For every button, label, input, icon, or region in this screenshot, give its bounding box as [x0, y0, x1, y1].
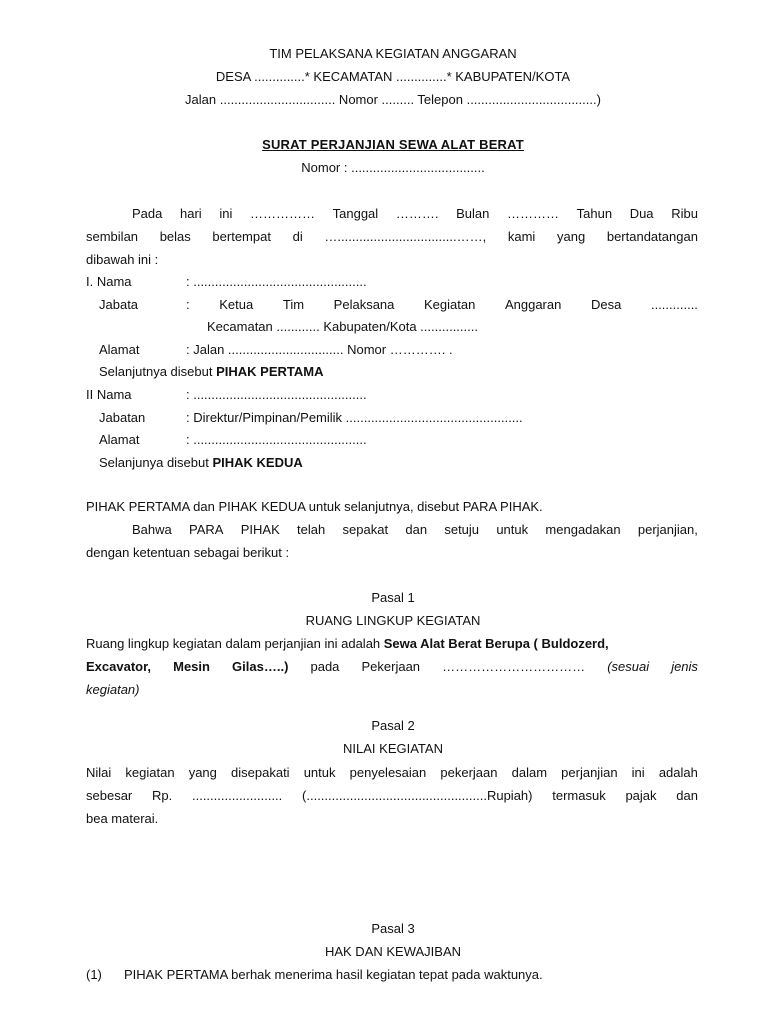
pihak1-jabatan-label: Jabata [99, 297, 139, 312]
pasal1-number: Pasal 1 [371, 590, 415, 605]
pasal2-line-1 [86, 765, 698, 781]
word: Rp. [152, 788, 173, 803]
word: Anggaran [504, 297, 562, 312]
pihak1-sebut [99, 364, 323, 380]
word: hari [180, 206, 202, 221]
pihak1-alamat-value: : Jalan ................................ Nomor …………. . [186, 342, 453, 357]
word: penyelesaian [349, 765, 427, 780]
pihak1-sebut-label: PIHAK PERTAMA [216, 364, 324, 379]
pasal3-title: HAK DAN KEWAJIBAN [324, 944, 462, 959]
document-number: Nomor : ..................................... [301, 160, 485, 175]
word: bertandatangan [606, 229, 698, 244]
word: Tim [282, 297, 305, 312]
word: Tahun [576, 206, 613, 221]
word: Desa [590, 297, 622, 312]
word: kami [507, 229, 536, 244]
pasal2-title: NILAI KEGIATAN [343, 741, 443, 756]
pihak2-sebut-prefix: Selanjunya disebut [99, 455, 213, 470]
pihak1-nama-label: I. Nama [86, 274, 132, 289]
pihak1-jabatan-line-1 [186, 297, 698, 313]
opening-line-1-words [132, 206, 698, 222]
word: ………… [506, 206, 559, 221]
para-pihak-line-1: PIHAK PERTAMA dan PIHAK KEDUA untuk selanjutnya, disebut PARA PIHAK. [86, 499, 543, 514]
word: dan [676, 788, 698, 803]
pihak2-alamat-value: : ................................................ [186, 432, 367, 447]
pihak2-jabatan-value: : Direktur/Pimpinan/Pemilik ................................................. [186, 410, 523, 425]
word: (sesuai [607, 659, 650, 674]
word: untuk [303, 765, 336, 780]
pasal1-line-2 [86, 659, 698, 675]
pihak1-jabatan-words [186, 297, 698, 313]
word: belas [159, 229, 191, 244]
word: kegiatan [125, 765, 175, 780]
word: Tanggal [332, 206, 379, 221]
word: sembilan [86, 229, 139, 244]
pasal2-line-3: bea materai. [86, 811, 159, 826]
pasal1-line-1-bold: Sewa Alat Berat Berupa ( Buldozerd, [383, 636, 609, 651]
word: (..................................................Rupiah) [302, 788, 533, 803]
word: adalah [658, 765, 698, 780]
pasal3-item-1-number: (1) [86, 967, 102, 982]
word: pajak [625, 788, 657, 803]
para-pihak-line-2 [132, 522, 698, 538]
word: : [186, 297, 190, 312]
opening-line-3: dibawah ini : [86, 252, 159, 267]
word: perjanjian, [637, 522, 698, 537]
word: di [292, 229, 303, 244]
word: pada [310, 659, 340, 674]
opening-line-1 [132, 206, 698, 222]
pihak2-nama-value: : ................................................ [186, 387, 367, 402]
pasal1-line-2-words [86, 659, 698, 675]
pasal1-line-1 [86, 636, 609, 652]
word: ….................................……, [324, 229, 487, 244]
word: Bahwa [132, 522, 172, 537]
word: disepakati [231, 765, 290, 780]
pasal1-line-1-prefix: Ruang lingkup kegiatan dalam perjanjian ini adalah [86, 636, 384, 651]
word: PIHAK [240, 522, 280, 537]
word: pekerjaan [440, 765, 498, 780]
word: …………………………… [442, 659, 586, 674]
opening-line-2 [86, 229, 698, 245]
pasal3-item-1-text: PIHAK PERTAMA berhak menerima hasil kegiatan tepat pada waktunya. [124, 967, 543, 982]
word: Gilas…..) [232, 659, 289, 674]
word: Ketua [219, 297, 254, 312]
word: perjanjian [561, 765, 618, 780]
pasal1-title: RUANG LINGKUP KEGIATAN [305, 613, 481, 628]
word: yang [188, 765, 217, 780]
pasal2-number: Pasal 2 [371, 718, 415, 733]
pihak2-alamat-label: Alamat [99, 432, 140, 447]
pasal3-number: Pasal 3 [371, 921, 415, 936]
document-title-text: SURAT PERJANJIAN SEWA ALAT BERAT [262, 137, 524, 152]
word: jenis [671, 659, 698, 674]
word: telah [297, 522, 326, 537]
header-line-1: TIM PELAKSANA KEGIATAN ANGGARAN [269, 46, 517, 61]
pihak1-jabatan-line-2: Kecamatan ............ Kabupaten/Kota ................ [207, 319, 478, 334]
word: ini [631, 765, 645, 780]
word: untuk [496, 522, 529, 537]
word: Bulan [456, 206, 490, 221]
word: Nilai [86, 765, 112, 780]
word: bertempat [212, 229, 271, 244]
para-pihak-line-2-words [132, 522, 698, 538]
word: Kegiatan [424, 297, 476, 312]
para-pihak-line-3: dengan ketentuan sebagai berikut : [86, 545, 290, 560]
word: PARA [189, 522, 224, 537]
word: ......................... [191, 788, 283, 803]
pihak2-sebut-label: PIHAK KEDUA [212, 455, 303, 470]
word: dalam [511, 765, 548, 780]
word: dan [405, 522, 428, 537]
pasal2-line-2 [86, 788, 698, 804]
pasal2-line-1-words [86, 765, 698, 781]
word: termasuk [552, 788, 606, 803]
word: Ribu [671, 206, 698, 221]
document-title [0, 137, 768, 153]
pihak1-sebut-prefix: Selanjutnya disebut [99, 364, 217, 379]
pihak2-jabatan-label: Jabatan [99, 410, 146, 425]
word: Pelaksana [333, 297, 395, 312]
pihak1-alamat-label: Alamat [99, 342, 140, 357]
word: ………. [395, 206, 439, 221]
word: …………… [250, 206, 315, 221]
word: Dua [629, 206, 654, 221]
word: sepakat [342, 522, 389, 537]
word: Pada [132, 206, 163, 221]
word: Excavator, [86, 659, 152, 674]
pasal2-line-2-words [86, 788, 698, 804]
opening-line-2-words [86, 229, 698, 245]
pasal1-line-3: kegiatan) [86, 682, 140, 697]
word: yang [556, 229, 586, 244]
pihak1-nama-value: : ................................................ [186, 274, 367, 289]
word: ............. [650, 297, 698, 312]
header-line-3: Jalan ................................ Nomor ......... Telepon ....................................) [185, 92, 601, 107]
word: ini [219, 206, 233, 221]
word: sebesar [86, 788, 133, 803]
word: setuju [444, 522, 480, 537]
pihak2-sebut [99, 455, 303, 471]
word: mengadakan [545, 522, 621, 537]
header-line-2: DESA ..............* KECAMATAN ..............* KABUPATEN/KOTA [215, 69, 571, 84]
word: Mesin [173, 659, 210, 674]
pihak2-nama-label: II Nama [86, 387, 132, 402]
word: Pekerjaan [361, 659, 421, 674]
